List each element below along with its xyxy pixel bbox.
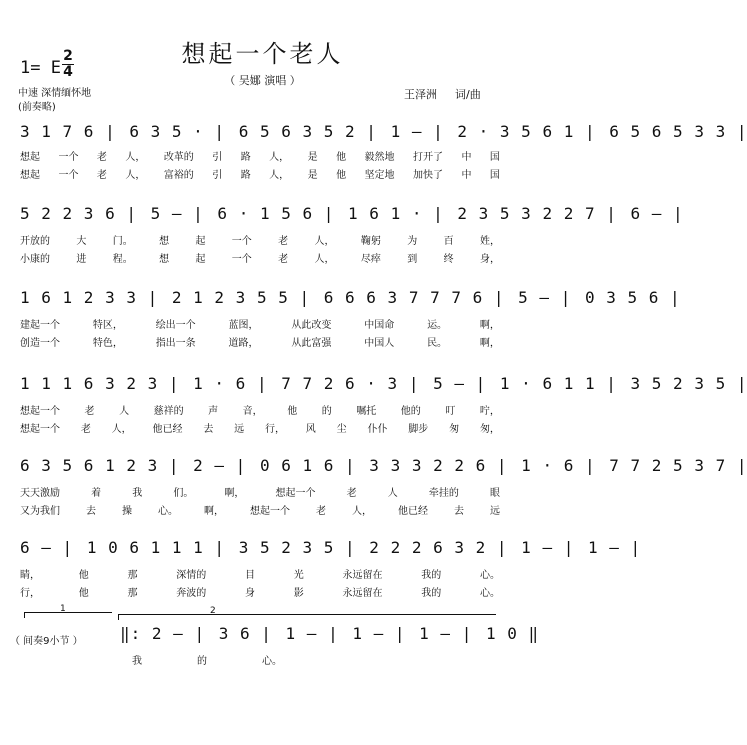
lyric: 匆， <box>479 424 500 435</box>
lyric: 我的 <box>421 570 442 581</box>
lyric: 永远留在 <box>342 588 383 599</box>
measure: 2 1 2 3 5 5 <box>171 288 289 307</box>
lyric: 人， <box>125 170 146 181</box>
lyric: 身， <box>479 254 500 265</box>
lyric: 他 <box>336 152 347 163</box>
notation-row-2: 5 2 2 3 6 | 5 – | 6 · 1 5 6 | 1 6 1 · | 2 3 5 3 2 2 7 | 6 – | <box>20 204 684 223</box>
lyric: 那 <box>127 588 138 599</box>
measure: 3 6 <box>218 624 251 643</box>
lyric: 路 <box>240 152 251 163</box>
lyric: 特区， <box>92 320 123 331</box>
measure: 3 3 3 2 2 6 <box>369 456 487 475</box>
interlude-marking: （ 间奏9小节 ） <box>10 636 83 647</box>
lyric: 创造一个 <box>20 338 60 349</box>
lyric: 引 <box>212 152 223 163</box>
lyric: 老 <box>316 506 326 517</box>
lyric: 绘出一个 <box>155 320 196 331</box>
measure: 6 – <box>20 538 52 557</box>
measure: 1 – <box>285 624 318 643</box>
lyric: 建起一个 <box>20 320 60 331</box>
measure: 6 6 6 3 7 7 7 6 <box>323 288 484 307</box>
lyric: 老 <box>84 406 95 417</box>
lyric: 人， <box>314 236 335 247</box>
lyric: 人， <box>352 506 372 517</box>
measure: 0 6 1 6 <box>259 456 335 475</box>
measure: 1 · 6 <box>521 456 575 475</box>
measure: 1 6 1 2 3 3 <box>20 288 137 307</box>
lyric: 永远留在 <box>342 570 383 581</box>
measure: 1 · 6 1 1 <box>499 374 596 393</box>
lyric: 加快了 <box>412 170 443 181</box>
lyric: 想起一个 <box>20 424 60 435</box>
lyric: 毅然地 <box>364 152 395 163</box>
lyrics-row-2-verse-2 <box>20 250 500 265</box>
notation-row-6: 6 – | 1 0 6 1 1 1 | 3 5 2 3 5 | 2 2 2 6 3 2 | 1 – | 1 – | <box>20 538 642 557</box>
lyric: 道路， <box>228 338 259 349</box>
composer-credit <box>404 86 481 102</box>
lyric: 远 <box>490 506 500 517</box>
lyrics-row-5-verse-1 <box>20 484 500 499</box>
lyric: 起 <box>195 236 206 247</box>
measure: 5 – <box>518 288 551 307</box>
lyric: 姓， <box>479 236 500 247</box>
measure: 2 3 5 3 2 2 7 <box>457 204 596 223</box>
measure: 1 – <box>390 122 423 141</box>
measure: 1 0 <box>485 624 518 643</box>
lyric: 想起一个 <box>20 406 60 417</box>
lyric: 目 <box>245 570 255 581</box>
lyric: 中 <box>461 170 472 181</box>
lyric: 人， <box>269 170 290 181</box>
lyric: 老 <box>278 236 289 247</box>
lyric: 老 <box>96 152 107 163</box>
lyric: 从此富强 <box>291 338 332 349</box>
lyric: 百 <box>443 236 454 247</box>
measure: 5 – <box>433 374 465 393</box>
lyric: 他已经 <box>398 506 428 517</box>
lyric: 他 <box>78 570 89 581</box>
key-signature: 1= E <box>20 58 61 78</box>
measure: 0 3 5 6 <box>584 288 660 307</box>
lyric: 眼 <box>489 488 500 499</box>
lyrics-row-4-verse-1 <box>20 402 500 417</box>
lyrics-row-1-verse-2 <box>20 166 500 181</box>
lyric: 想 <box>159 254 170 265</box>
notation-ending: ‖: 2 – | 3 6 | 1 – | 1 – | 1 – | 1 0 ‖ <box>120 624 540 643</box>
singer-credit: （ 吴娜 演唱 ） <box>224 74 301 87</box>
volta-1-tick <box>24 612 25 618</box>
lyrics-row-2-verse-1 <box>20 232 500 247</box>
lyrics-row-1-verse-1 <box>20 148 500 163</box>
lyric: 蓝图， <box>228 320 259 331</box>
lyric: 啊， <box>224 488 245 499</box>
measure: 2 2 2 6 3 2 <box>369 538 487 557</box>
lyric: 中 <box>461 152 472 163</box>
song-title: 想起一个老人 <box>181 40 344 68</box>
lyric: 想起 <box>20 152 40 163</box>
measure: 3 5 2 3 5 <box>238 538 335 557</box>
lyric: 啊， <box>479 338 500 349</box>
measure: 6 3 5 6 1 2 3 <box>20 456 159 475</box>
lyric: 远 <box>234 424 245 435</box>
composer-role: 词/曲 <box>455 88 481 101</box>
lyric: 他的 <box>400 406 421 417</box>
lyric: 大 <box>76 236 87 247</box>
measure: 1 – <box>352 624 385 643</box>
lyric: 声 <box>208 406 219 417</box>
lyric: 到 <box>407 254 418 265</box>
measure: 6 5 6 5 3 3 <box>609 122 727 141</box>
volta-1-bracket <box>24 612 112 613</box>
lyric: 特色， <box>92 338 123 349</box>
lyric: 光 <box>293 570 304 581</box>
lyric: 慈祥的 <box>153 406 184 417</box>
lyric: 我 <box>132 656 142 667</box>
lyric: 牵挂的 <box>428 488 459 499</box>
lyric: 他已经 <box>152 424 183 435</box>
lyric: 又为我们 <box>20 506 60 517</box>
lyric: 去 <box>454 506 464 517</box>
composer-name: 王泽洲 <box>404 88 437 101</box>
lyric: 仆仆 <box>367 424 388 435</box>
lyric: 脚步 <box>408 424 429 435</box>
lyric: 嘱托 <box>356 406 377 417</box>
lyric: 富裕的 <box>163 170 194 181</box>
lyric: 一个 <box>231 236 252 247</box>
measure: 5 2 2 3 6 <box>20 204 116 223</box>
lyric: 人， <box>314 254 335 265</box>
lyric: 风 <box>305 424 316 435</box>
lyric: 心。 <box>480 588 500 599</box>
lyric: 老 <box>346 488 357 499</box>
lyric: 行， <box>264 424 285 435</box>
lyric: 一个 <box>58 152 79 163</box>
lyric: 程。 <box>112 254 133 265</box>
measure: 1 · 6 <box>193 374 247 393</box>
measure: 6 · 1 5 6 <box>217 204 314 223</box>
lyric: 老 <box>80 424 91 435</box>
lyric: 操 <box>122 506 132 517</box>
lyric: 进 <box>76 254 87 265</box>
lyrics-row-5-verse-2 <box>20 502 500 517</box>
lyric: 他 <box>336 170 347 181</box>
lyric: 叮 <box>445 406 456 417</box>
prelude-note: (前奏略) <box>18 102 56 113</box>
volta-2-number: 2 <box>210 606 216 616</box>
measure: 1 – <box>521 538 554 557</box>
lyric: 是 <box>307 170 318 181</box>
lyric: 想起 <box>20 170 40 181</box>
lyric: 他 <box>78 588 89 599</box>
measure: 3 1 7 6 <box>20 122 95 141</box>
volta-2-bracket <box>118 614 496 615</box>
lyric: 运。 <box>427 320 448 331</box>
measure: 1 0 6 1 1 1 <box>86 538 204 557</box>
lyric: 中国人 <box>364 338 395 349</box>
lyric: 去 <box>203 424 214 435</box>
lyric: 打开了 <box>412 152 443 163</box>
lyric: 奔波的 <box>176 588 207 599</box>
notation-row-5: 6 3 5 6 1 2 3 | 2 – | 0 6 1 6 | 3 3 3 2 2 6 | 1 · 6 | 7 7 2 5 3 7 | <box>20 456 747 475</box>
lyrics-row-4-verse-2 <box>20 420 500 435</box>
lyric: 人， <box>269 152 290 163</box>
lyric: 路 <box>240 170 251 181</box>
measure: 2 – <box>193 456 226 475</box>
lyric: 那 <box>127 570 138 581</box>
notation-row-4: 1 1 1 6 3 2 3 | 1 · 6 | 7 7 2 6 · 3 | 5 – | 1 · 6 1 1 | 3 5 2 3 5 | <box>20 374 747 393</box>
measure: 1 – <box>587 538 620 557</box>
lyric: 音， <box>242 406 263 417</box>
lyric: 的 <box>321 406 332 417</box>
lyric: 是 <box>307 152 318 163</box>
measure: 1 6 1 · <box>348 204 423 223</box>
lyric: 天天激励 <box>20 488 60 499</box>
lyric: 的 <box>197 656 207 667</box>
lyric: 民。 <box>427 338 448 349</box>
volta-2-tick <box>118 614 119 620</box>
lyric: 影 <box>293 588 304 599</box>
lyric: 心。 <box>262 656 282 667</box>
time-signature-bottom: 4 <box>63 64 73 80</box>
lyric: 人 <box>387 488 398 499</box>
volta-1-number: 1 <box>60 604 66 614</box>
lyric: 我 <box>132 488 143 499</box>
lyric: 终 <box>443 254 454 265</box>
measure: 7 7 2 5 3 7 <box>609 456 727 475</box>
lyric: 啊， <box>204 506 224 517</box>
notation-row-3: 1 6 1 2 3 3 | 2 1 2 3 5 5 | 6 6 6 3 7 7 7 6 | 5 – | 0 3 5 6 | <box>20 288 681 307</box>
lyrics-row-3-verse-2 <box>20 334 500 349</box>
lyric: 们。 <box>173 488 194 499</box>
lyric: 起 <box>195 254 206 265</box>
lyric: 老 <box>278 254 289 265</box>
lyric: 身 <box>245 588 255 599</box>
lyric: 尽瘁 <box>360 254 381 265</box>
lyric: 匆 <box>449 424 460 435</box>
lyric: 睛， <box>20 570 40 581</box>
lyrics-row-6-verse-2 <box>20 584 500 599</box>
lyrics-row-3-verse-1 <box>20 316 500 331</box>
lyric: 人 <box>119 406 130 417</box>
lyric: 一个 <box>58 170 79 181</box>
time-signature-top: 2 <box>63 48 73 64</box>
time-signature <box>62 50 74 79</box>
lyric: 指出一条 <box>155 338 196 349</box>
lyric: 门。 <box>112 236 133 247</box>
lyric: 去 <box>86 506 96 517</box>
lyric: 小康的 <box>20 254 50 265</box>
measure: 6 – <box>630 204 663 223</box>
lyric: 鞠躬 <box>360 236 381 247</box>
measure: 2 · 3 5 6 1 <box>457 122 575 141</box>
measure: 7 7 2 6 · 3 <box>281 374 399 393</box>
lyric: 从此改变 <box>291 320 332 331</box>
lyric: 坚定地 <box>364 170 395 181</box>
lyric: 国 <box>489 170 500 181</box>
lyric: 国 <box>489 152 500 163</box>
lyric: 想起一个 <box>275 488 316 499</box>
lyric: 想 <box>159 236 170 247</box>
measure: 5 – <box>150 204 183 223</box>
lyric: 咛， <box>479 406 500 417</box>
lyric: 心。 <box>480 570 500 581</box>
measure: 6 5 6 3 5 2 <box>238 122 356 141</box>
lyrics-row-6-verse-1 <box>20 566 500 581</box>
lyric: 着 <box>91 488 102 499</box>
lyrics-ending <box>132 652 282 667</box>
lyric: 一个 <box>231 254 252 265</box>
lyric: 啊， <box>479 320 500 331</box>
lyric: 深情的 <box>176 570 207 581</box>
measure: 2 – <box>151 624 184 643</box>
lyric: 改革的 <box>163 152 194 163</box>
lyric: 我的 <box>421 588 442 599</box>
lyric: 老 <box>96 170 107 181</box>
tempo-marking: 中速 深情缅怀地 <box>18 88 92 99</box>
measure: 6 3 5 · <box>129 122 204 141</box>
lyric: 尘 <box>336 424 347 435</box>
lyric: 开放的 <box>20 236 50 247</box>
lyric: 人， <box>125 152 146 163</box>
lyric: 引 <box>212 170 223 181</box>
notation-row-1: 3 1 7 6 | 6 3 5 · | 6 5 6 3 5 2 | 1 – | 2 · 3 5 6 1 | 6 5 6 5 3 3 | <box>20 122 747 141</box>
measure: 3 5 2 3 5 <box>630 374 727 393</box>
lyric: 他 <box>287 406 298 417</box>
lyric: 为 <box>407 236 418 247</box>
measure: 1 1 1 6 3 2 3 <box>20 374 159 393</box>
measure: 1 – <box>419 624 452 643</box>
lyric: 人， <box>111 424 132 435</box>
lyric: 心。 <box>158 506 178 517</box>
lyric: 行， <box>20 588 40 599</box>
lyric: 想起一个 <box>250 506 290 517</box>
lyric: 中国命 <box>364 320 395 331</box>
